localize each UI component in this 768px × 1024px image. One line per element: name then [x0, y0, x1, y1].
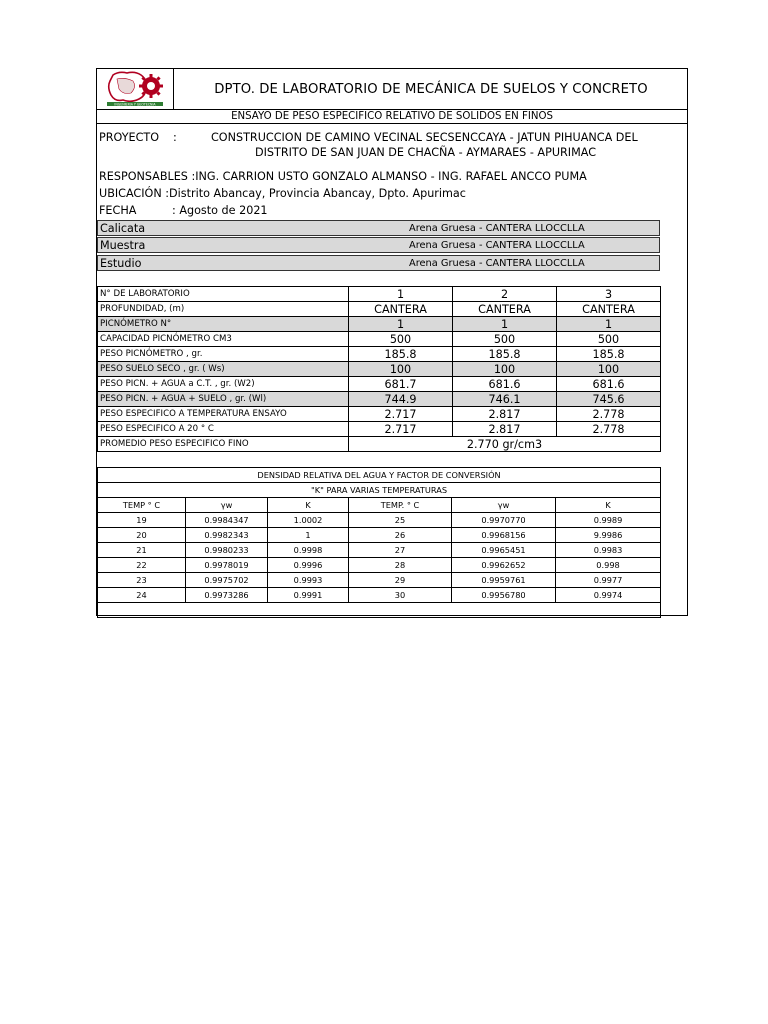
table-row	[98, 588, 661, 603]
table-row	[98, 302, 661, 317]
table-row	[98, 543, 661, 558]
table-row	[98, 347, 661, 362]
cell-value: CANTERA	[349, 302, 453, 317]
average-value: 2.770 gr/cm3	[349, 437, 661, 452]
cell-value: 0.9956780	[452, 588, 556, 603]
lab-logo-icon	[97, 69, 173, 109]
sample-value: Arena Gruesa - CANTERA LLOCCLLA	[409, 257, 585, 269]
cell-value: 25	[349, 513, 452, 528]
proyecto-line-2: DISTRITO DE SAN JUAN DE CHACÑA - AYMARAES - APURIMAC	[255, 146, 597, 159]
cell-value: 0.9993	[268, 573, 349, 588]
cell-value: 500	[453, 332, 557, 347]
cell-value: 3	[557, 287, 661, 302]
sample-row-calicata	[97, 220, 660, 236]
table-row	[98, 513, 661, 528]
column-header: γw	[452, 498, 556, 513]
cell-value: 0.9983	[556, 543, 661, 558]
sample-value: Arena Gruesa - CANTERA LLOCCLLA	[409, 239, 585, 251]
column-header: γw	[186, 498, 268, 513]
cell-value: 1.0002	[268, 513, 349, 528]
cell-value: 0.9962652	[452, 558, 556, 573]
divider	[97, 123, 687, 124]
cell-value: 0.9996	[268, 558, 349, 573]
cell-value: CANTERA	[453, 302, 557, 317]
proyecto-line-1: CONSTRUCCION DE CAMINO VECINAL SECSENCCAYA - JATUN PIHUANCA DEL	[211, 131, 638, 144]
cell-value: 2.817	[453, 422, 557, 437]
cell-value: 26	[349, 528, 452, 543]
table-row	[98, 377, 661, 392]
page-title: DPTO. DE LABORATORIO DE MECÁNICA DE SUELOS Y CONCRETO	[214, 81, 648, 97]
cell-value: CANTERA	[557, 302, 661, 317]
responsables: RESPONSABLES :ING. CARRION USTO GONZALO ALMANSO - ING. RAFAEL ANCCO PUMA	[99, 170, 587, 183]
cell-value: 21	[98, 543, 186, 558]
cell-value: 0.9991	[268, 588, 349, 603]
table-row	[98, 317, 661, 332]
fecha-label: FECHA	[99, 204, 137, 217]
cell-value: 745.6	[557, 392, 661, 407]
fecha-value: : Agosto de 2021	[172, 204, 268, 217]
cell-value: 9.9986	[556, 528, 661, 543]
cell-value: 28	[349, 558, 452, 573]
cell-value: 185.8	[349, 347, 453, 362]
table-row	[98, 332, 661, 347]
cell-value: 100	[557, 362, 661, 377]
cell-value: 0.9980233	[186, 543, 268, 558]
sample-value: Arena Gruesa - CANTERA LLOCCLLA	[409, 222, 585, 234]
cell-value: 1	[349, 317, 453, 332]
cell-value: 1	[268, 528, 349, 543]
sample-row-estudio	[97, 255, 660, 271]
table-row	[98, 573, 661, 588]
cell-value: 2.778	[557, 407, 661, 422]
cell-value: 19	[98, 513, 186, 528]
cell-value: 0.9959761	[452, 573, 556, 588]
cell-value: 1	[453, 317, 557, 332]
cell-value: 20	[98, 528, 186, 543]
cell-value: 22	[98, 558, 186, 573]
table-header-row	[98, 498, 661, 513]
table-title-row	[98, 483, 661, 498]
cell-value: 0.9978019	[186, 558, 268, 573]
column-header: K	[268, 498, 349, 513]
table-row-average	[98, 437, 661, 452]
cell-value: 0.9973286	[186, 588, 268, 603]
cell-value: 500	[557, 332, 661, 347]
table-blank-row	[98, 603, 661, 618]
row-label: PESO ESPECIFICO A 20 ° C	[98, 422, 349, 437]
cell-value: 2.717	[349, 407, 453, 422]
row-label: PROFUNDIDAD, (m)	[98, 302, 349, 317]
proyecto-label: PROYECTO	[99, 131, 160, 144]
report-sheet	[96, 68, 688, 616]
water-density-table	[97, 467, 661, 618]
cell-value: 100	[453, 362, 557, 377]
proyecto-separator: :	[173, 131, 177, 144]
cell-value: 29	[349, 573, 452, 588]
row-label: PESO SUELO SECO , gr. ( Ws)	[98, 362, 349, 377]
table-row	[98, 362, 661, 377]
row-label: N° DE LABORATORIO	[98, 287, 349, 302]
cell-value: 23	[98, 573, 186, 588]
cell-value: 0.9989	[556, 513, 661, 528]
cell-value: 1	[349, 287, 453, 302]
table-row	[98, 528, 661, 543]
empty-cell	[98, 603, 661, 618]
row-label: PICNÓMETRO N°	[98, 317, 349, 332]
cell-value: 500	[349, 332, 453, 347]
table-row	[98, 287, 661, 302]
table-row	[98, 407, 661, 422]
row-label: PESO PICNÓMETRO , gr.	[98, 347, 349, 362]
sample-label: Calicata	[100, 222, 146, 235]
cell-value: 0.9974	[556, 588, 661, 603]
cell-value: 0.998	[556, 558, 661, 573]
table-row	[98, 422, 661, 437]
row-label: PESO PICN. + AGUA a C.T. , gr. (W2)	[98, 377, 349, 392]
row-label: PESO PICN. + AGUA + SUELO , gr. (Wl)	[98, 392, 349, 407]
cell-value: 681.6	[557, 377, 661, 392]
average-label: PROMEDIO PESO ESPECIFICO FINO	[98, 437, 349, 452]
cell-value: 30	[349, 588, 452, 603]
logo-caption: INGENIERIA Y GEOTECNIA	[114, 102, 156, 107]
cell-value: 185.8	[557, 347, 661, 362]
cell-value: 0.9998	[268, 543, 349, 558]
cell-value: 744.9	[349, 392, 453, 407]
cell-value: 2.717	[349, 422, 453, 437]
cell-value: 2.817	[453, 407, 557, 422]
sample-row-muestra	[97, 237, 660, 253]
cell-value: 0.9977	[556, 573, 661, 588]
row-label: CAPACIDAD PICNÓMETRO CM3	[98, 332, 349, 347]
report-subtitle: ENSAYO DE PESO ESPECIFICO RELATIVO DE SOLIDOS EN FINOS	[231, 110, 553, 122]
row-label: PESO ESPECIFICO A TEMPERATURA ENSAYO	[98, 407, 349, 422]
cell-value: 2.778	[557, 422, 661, 437]
column-header: TEMP. ° C	[349, 498, 452, 513]
cell-value: 681.7	[349, 377, 453, 392]
sample-label: Estudio	[100, 257, 142, 270]
table-title-line-1: DENSIDAD RELATIVA DEL AGUA Y FACTOR DE CONVERSIÓN	[98, 468, 661, 483]
cell-value: 0.9984347	[186, 513, 268, 528]
cell-value: 0.9982343	[186, 528, 268, 543]
column-header: K	[556, 498, 661, 513]
cell-value: 0.9970770	[452, 513, 556, 528]
table-title-row	[98, 468, 661, 483]
lab-results-table	[97, 286, 661, 452]
table-row	[98, 558, 661, 573]
cell-value: 2	[453, 287, 557, 302]
column-header: TEMP ° C	[98, 498, 186, 513]
cell-value: 185.8	[453, 347, 557, 362]
table-title-line-2: "K" PARA VARIAS TEMPERATURAS	[98, 483, 661, 498]
cell-value: 0.9968156	[452, 528, 556, 543]
cell-value: 0.9975702	[186, 573, 268, 588]
table-row	[98, 392, 661, 407]
cell-value: 24	[98, 588, 186, 603]
cell-value: 1	[557, 317, 661, 332]
cell-value: 0.9965451	[452, 543, 556, 558]
cell-value: 746.1	[453, 392, 557, 407]
cell-value: 27	[349, 543, 452, 558]
cell-value: 100	[349, 362, 453, 377]
cell-value: 681.6	[453, 377, 557, 392]
ubicacion: UBICACIÓN :Distrito Abancay, Provincia Abancay, Dpto. Apurimac	[99, 187, 466, 200]
logo	[97, 69, 174, 109]
sample-label: Muestra	[100, 239, 146, 252]
